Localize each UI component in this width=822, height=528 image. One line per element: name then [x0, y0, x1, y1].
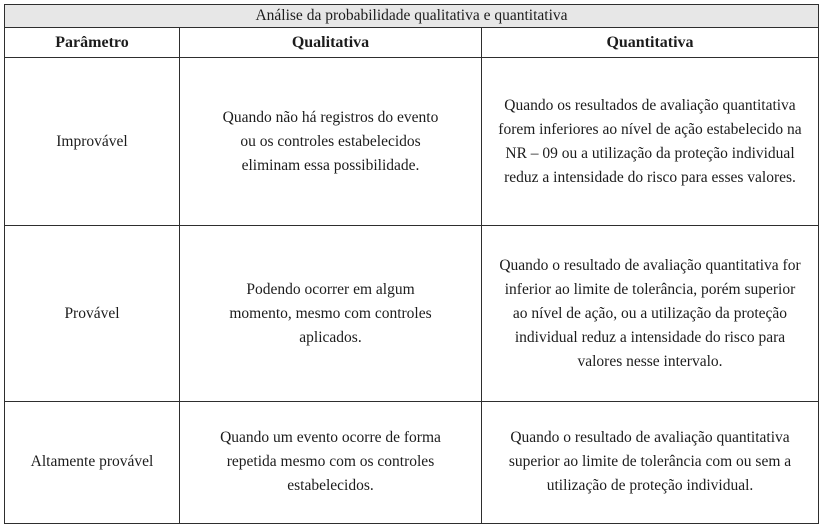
column-header-qualitativa: Qualitativa	[180, 28, 482, 58]
qualitativa-cell: Quando não há registros do evento ou os controles estabelecidos eliminam essa possibilidade.	[180, 58, 482, 226]
table-row	[5, 401, 819, 523]
probability-analysis-table	[4, 4, 819, 524]
table-header-row	[5, 28, 819, 58]
quantitativa-cell: Quando o resultado de avaliação quantitativa for inferior ao limite de tolerância, porém superior ao nível de ação, ou a utilização da proteção individual reduz a intensidade do risco para valores nesse intervalo.	[482, 226, 819, 401]
quantitativa-cell: Quando o resultado de avaliação quantitativa superior ao limite de tolerância com ou sem a utilização de proteção individual.	[482, 401, 819, 523]
table-title-row	[5, 5, 819, 28]
column-header-quantitativa: Quantitativa	[482, 28, 819, 58]
param-cell-improvavel: Improvável	[5, 58, 180, 226]
param-cell-altamente-provavel: Altamente provável	[5, 401, 180, 523]
quantitativa-cell: Quando os resultados de avaliação quantitativa forem inferiores ao nível de ação estabelecido na NR – 09 ou a utilização da proteção individual reduz a intensidade do risco para esses valores.	[482, 58, 819, 226]
qualitativa-cell: Podendo ocorrer em algum momento, mesmo com controles aplicados.	[180, 226, 482, 401]
table-row	[5, 58, 819, 226]
table-row	[5, 226, 819, 401]
qualitativa-cell: Quando um evento ocorre de forma repetida mesmo com os controles estabelecidos.	[180, 401, 482, 523]
param-cell-provavel: Provável	[5, 226, 180, 401]
table-title: Análise da probabilidade qualitativa e quantitativa	[5, 5, 819, 28]
column-header-parametro: Parâmetro	[5, 28, 180, 58]
